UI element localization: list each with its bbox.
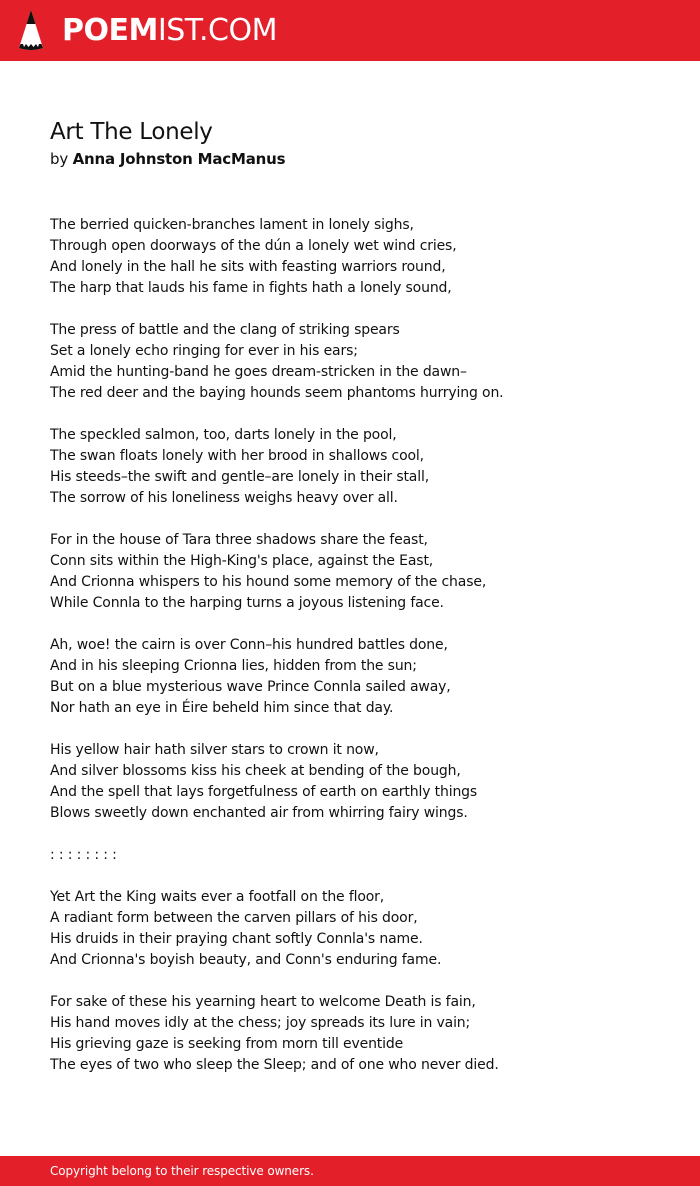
poem-line: His hand moves idly at the chess; joy spreads its lure in vain; (50, 1015, 471, 1031)
poem-line: The harp that lauds his fame in fights hath a lonely sound, (50, 280, 452, 296)
poem-line: The eyes of two who sleep the Sleep; and of one who never died. (50, 1057, 499, 1073)
poem-line: But on a blue mysterious wave Prince Connla sailed away, (50, 679, 451, 695)
poem-line: His yellow hair hath silver stars to crown it now, (50, 742, 379, 758)
site-footer (0, 1156, 700, 1186)
poem-line: Ah, woe! the cairn is over Conn–his hundred battles done, (50, 637, 448, 653)
poem-line: For sake of these his yearning heart to welcome Death is fain, (50, 994, 476, 1010)
pencil-icon (16, 8, 46, 54)
poem-byline (50, 147, 670, 171)
poem-line: His steeds–the swift and gentle–are lonely in their stall, (50, 469, 430, 485)
site-logo[interactable] (0, 8, 277, 54)
poem-stanza (50, 740, 670, 824)
poem-line: And the spell that lays forgetfulness of earth on earthly things (50, 784, 478, 800)
poem-line: : : : : : : : : (50, 847, 117, 863)
poem-line: The red deer and the baying hounds seem phantoms hurrying on. (50, 385, 504, 401)
logo-light-text: IST.COM (157, 12, 277, 48)
poem-body (50, 215, 670, 1076)
poem-line: A radiant form between the carven pillars of his door, (50, 910, 418, 926)
poem-line: The speckled salmon, too, darts lonely in the pool, (50, 427, 397, 443)
poem-stanza (50, 425, 670, 509)
poem-content (50, 117, 670, 1097)
poem-line: And Crionna whispers to his hound some memory of the chase, (50, 574, 487, 590)
poem-title: Art The Lonely (50, 119, 213, 145)
poem-line: For in the house of Tara three shadows share the feast, (50, 532, 428, 548)
poem-line: And lonely in the hall he sits with feasting warriors round, (50, 259, 446, 275)
poem-line: Blows sweetly down enchanted air from whirring fairy wings. (50, 805, 468, 821)
copyright-text: Copyright belong to their respective owners. (50, 1164, 314, 1178)
poem-line: The sorrow of his loneliness weighs heavy over all. (50, 490, 398, 506)
poem-line: Conn sits within the High-King's place, against the East, (50, 553, 434, 569)
poem-line: While Connla to the harping turns a joyous listening face. (50, 595, 444, 611)
poem-stanza (50, 845, 670, 866)
poem-line: And in his sleeping Crionna lies, hidden from the sun; (50, 658, 417, 674)
poem-line: Through open doorways of the dún a lonely wet wind cries, (50, 238, 457, 254)
poem-line: The berried quicken-branches lament in lonely sighs, (50, 217, 414, 233)
poem-line: Amid the hunting-band he goes dream-stricken in the dawn– (50, 364, 467, 380)
logo-wordmark (62, 12, 277, 48)
poem-line: And silver blossoms kiss his cheek at bending of the bough, (50, 763, 461, 779)
poem-line: The press of battle and the clang of striking spears (50, 322, 400, 338)
poem-line: Yet Art the King waits ever a footfall on the floor, (50, 889, 385, 905)
poem-line: And Crionna's boyish beauty, and Conn's enduring fame. (50, 952, 442, 968)
poem-line: Nor hath an eye in Éire beheld him since that day. (50, 700, 394, 716)
poem-author: Anna Johnston MacManus (72, 150, 286, 168)
poem-stanza (50, 530, 670, 614)
poem-stanza (50, 320, 670, 404)
poem-stanza (50, 215, 670, 299)
poem-stanza (50, 992, 670, 1076)
poem-line: Set a lonely echo ringing for ever in his ears; (50, 343, 358, 359)
poem-stanza (50, 887, 670, 971)
site-header (0, 0, 700, 61)
poem-line: His grieving gaze is seeking from morn till eventide (50, 1036, 404, 1052)
by-label: by (50, 150, 68, 168)
poem-stanza (50, 635, 670, 719)
logo-bold-text: POEM (62, 12, 158, 48)
poem-line: His druids in their praying chant softly Connla's name. (50, 931, 423, 947)
poem-line: The swan floats lonely with her brood in shallows cool, (50, 448, 424, 464)
